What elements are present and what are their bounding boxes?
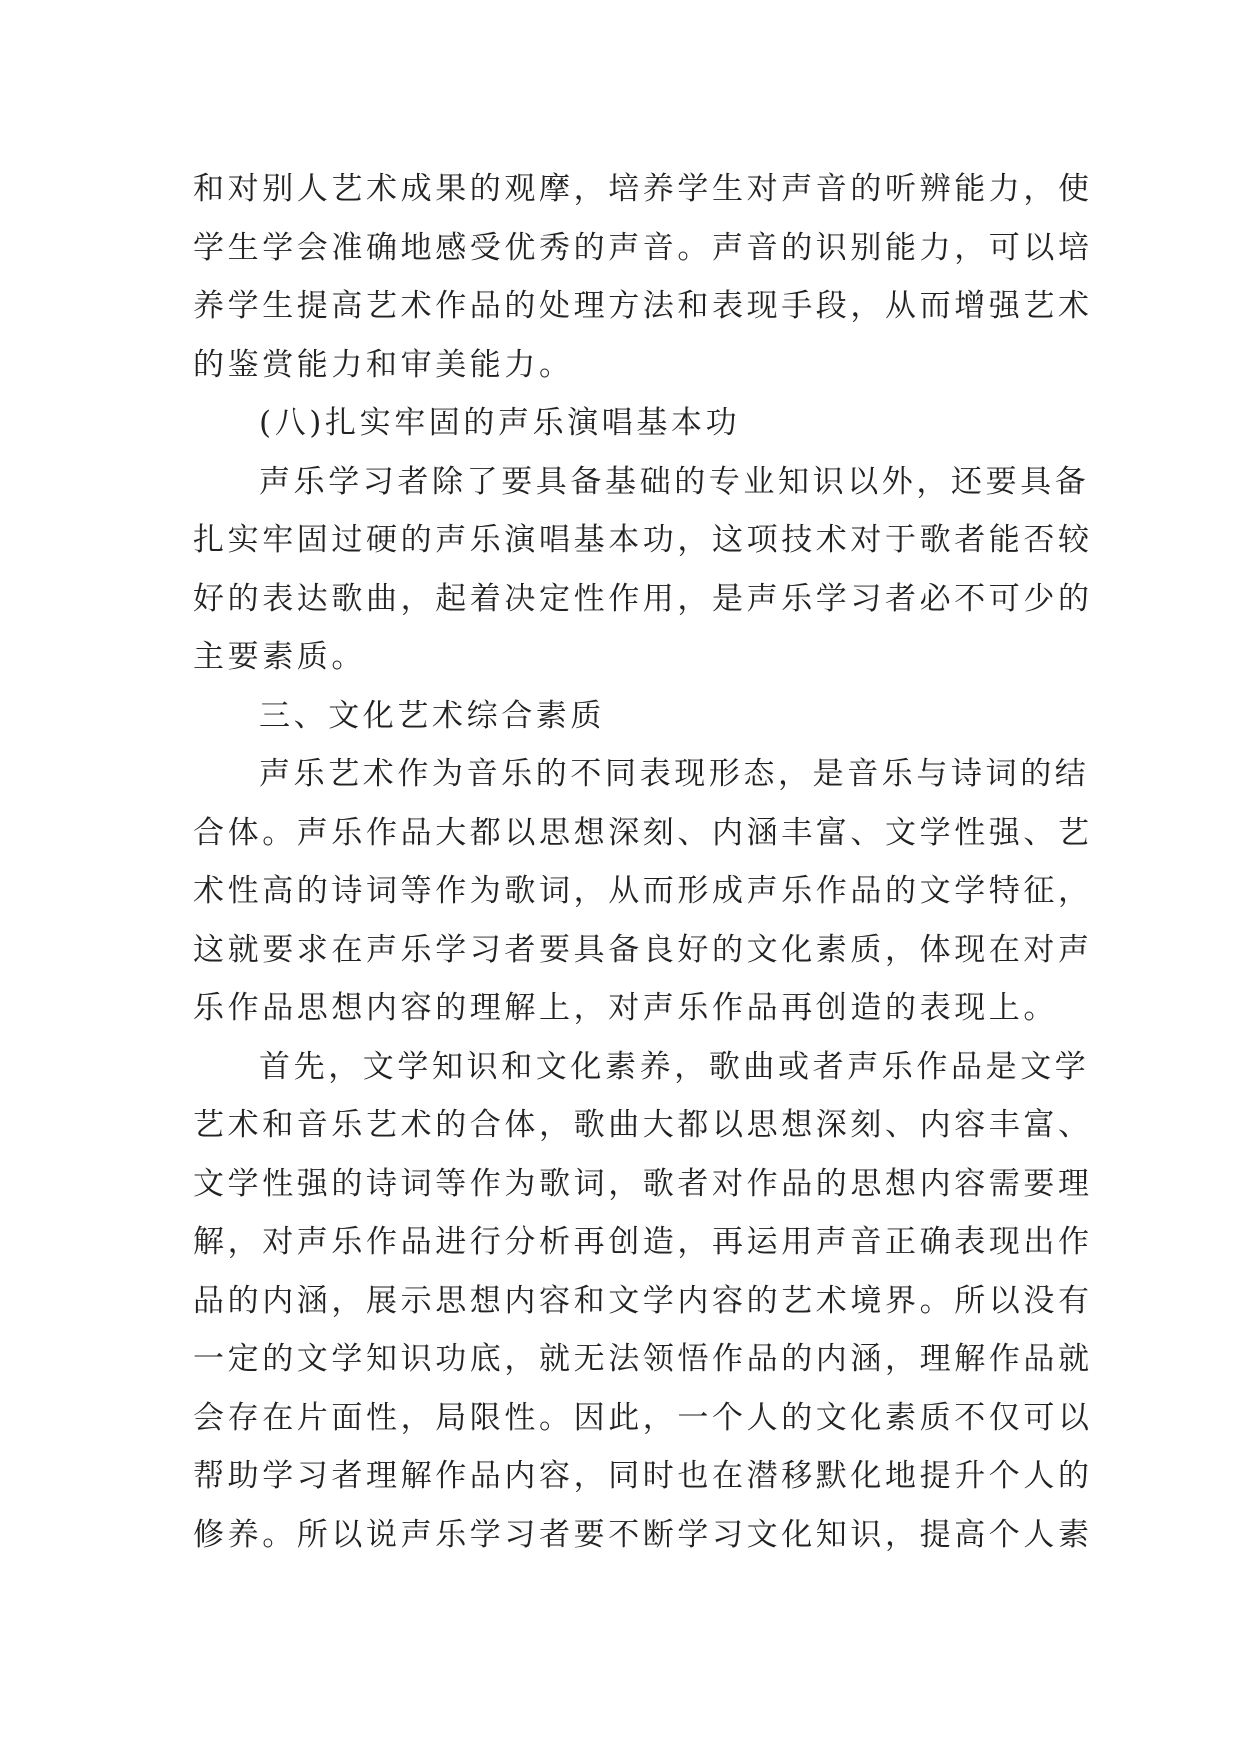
text-line: 艺术和音乐艺术的合体，歌曲大都以思想深刻、内容丰富、 [193, 1107, 1093, 1143]
text-line: 合体。声乐作品大都以思想深刻、内涵丰富、文学性强、艺 [193, 814, 1093, 851]
text-line: 解，对声乐作品进行分析再创造，再运用声音正确表现出作 [193, 1224, 1093, 1260]
text-line: 和对别人艺术成果的观摩，培养学生对声音的听辨能力，使 [193, 171, 1093, 207]
text-line: 品的内涵，展示思想内容和文学内容的艺术境界。所以没有 [193, 1282, 1093, 1319]
section-heading: (八)扎实牢固的声乐演唱基本功 [259, 405, 741, 441]
text-line: 养学生提高艺术作品的处理方法和表现手段，从而增强艺术 [193, 288, 1093, 324]
text-line: 的鉴赏能力和审美能力。 [193, 346, 574, 383]
text-line: 学生学会准确地感受优秀的声音。声音的识别能力，可以培 [193, 229, 1093, 266]
text-line: 术性高的诗词等作为歌词，从而形成声乐作品的文学特征， [193, 873, 1093, 909]
text-line: 帮助学习者理解作品内容，同时也在潜移默化地提升个人的 [193, 1458, 1093, 1494]
text-line: 扎实牢固过硬的声乐演唱基本功，这项技术对于歌者能否较 [193, 522, 1093, 558]
text-line: 这就要求在声乐学习者要具备良好的文化素质，体现在对声 [193, 931, 1093, 968]
text-line: 主要素质。 [193, 639, 366, 675]
text-line: 乐作品思想内容的理解上，对声乐作品再创造的表现上。 [193, 990, 1058, 1026]
text-line: 会存在片面性，局限性。因此，一个人的文化素质不仅可以 [193, 1399, 1093, 1436]
section-heading: 三、文化艺术综合素质 [259, 697, 605, 734]
text-line: 声乐艺术作为音乐的不同表现形态，是音乐与诗词的结 [259, 756, 1090, 792]
text-line: 好的表达歌曲，起着决定性作用，是声乐学习者必不可少的 [193, 580, 1093, 617]
text-line: 修养。所以说声乐学习者要不断学习文化知识，提高个人素 [193, 1516, 1093, 1553]
text-line: 首先，文学知识和文化素养，歌曲或者声乐作品是文学 [259, 1048, 1090, 1085]
text-line: 一定的文学知识功底，就无法领悟作品的内涵，理解作品就 [193, 1341, 1093, 1377]
text-line: 声乐学习者除了要具备基础的专业知识以外，还要具备 [259, 463, 1090, 500]
document-body [193, 160, 1093, 1564]
text-line: 文学性强的诗词等作为歌词，歌者对作品的思想内容需要理 [193, 1165, 1093, 1202]
